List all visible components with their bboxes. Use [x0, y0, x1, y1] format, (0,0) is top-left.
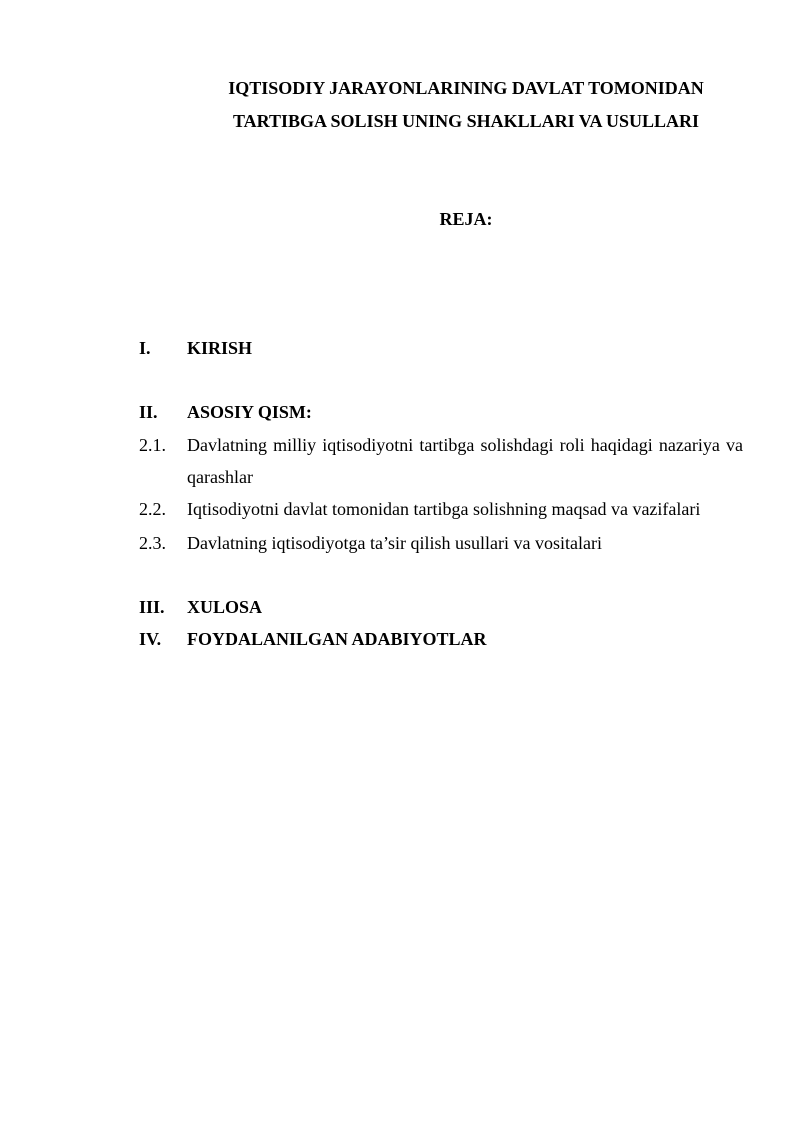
- document-title-line-2: TARTIBGA SOLISH UNING SHAKLLARI VA USULLARI: [232, 111, 699, 131]
- outline-label: XULOSA: [187, 597, 263, 617]
- outline-number: 2.3.: [139, 533, 166, 553]
- outline-number: 2.2.: [139, 499, 166, 519]
- outline-number: III.: [139, 597, 165, 617]
- outline-number: IV.: [139, 629, 162, 649]
- outline-label: ASOSIY QISM:: [187, 402, 312, 422]
- plan-heading: REJA:: [439, 209, 493, 229]
- outline-number: I.: [139, 338, 151, 358]
- outline-number: II.: [139, 402, 158, 422]
- outline-number: 2.1.: [139, 435, 166, 455]
- outline-label: Iqtisodiyotni davlat tomonidan tartibga solishning maqsad va vazifalari: [187, 499, 701, 519]
- outline-label: Davlatning milliy iqtisodiyotni tartibga solishdagi roli haqidagi nazariya va qarashlar: [187, 435, 743, 487]
- outline-label: KIRISH: [187, 338, 253, 358]
- outline-label: FOYDALANILGAN ADABIYOTLAR: [187, 629, 487, 649]
- document-title-line-1: IQTISODIY JARAYONLARINING DAVLAT TOMONIDAN: [228, 78, 704, 98]
- outline-label: Davlatning iqtisodiyotga ta’sir qilish usullari va vositalari: [187, 533, 602, 553]
